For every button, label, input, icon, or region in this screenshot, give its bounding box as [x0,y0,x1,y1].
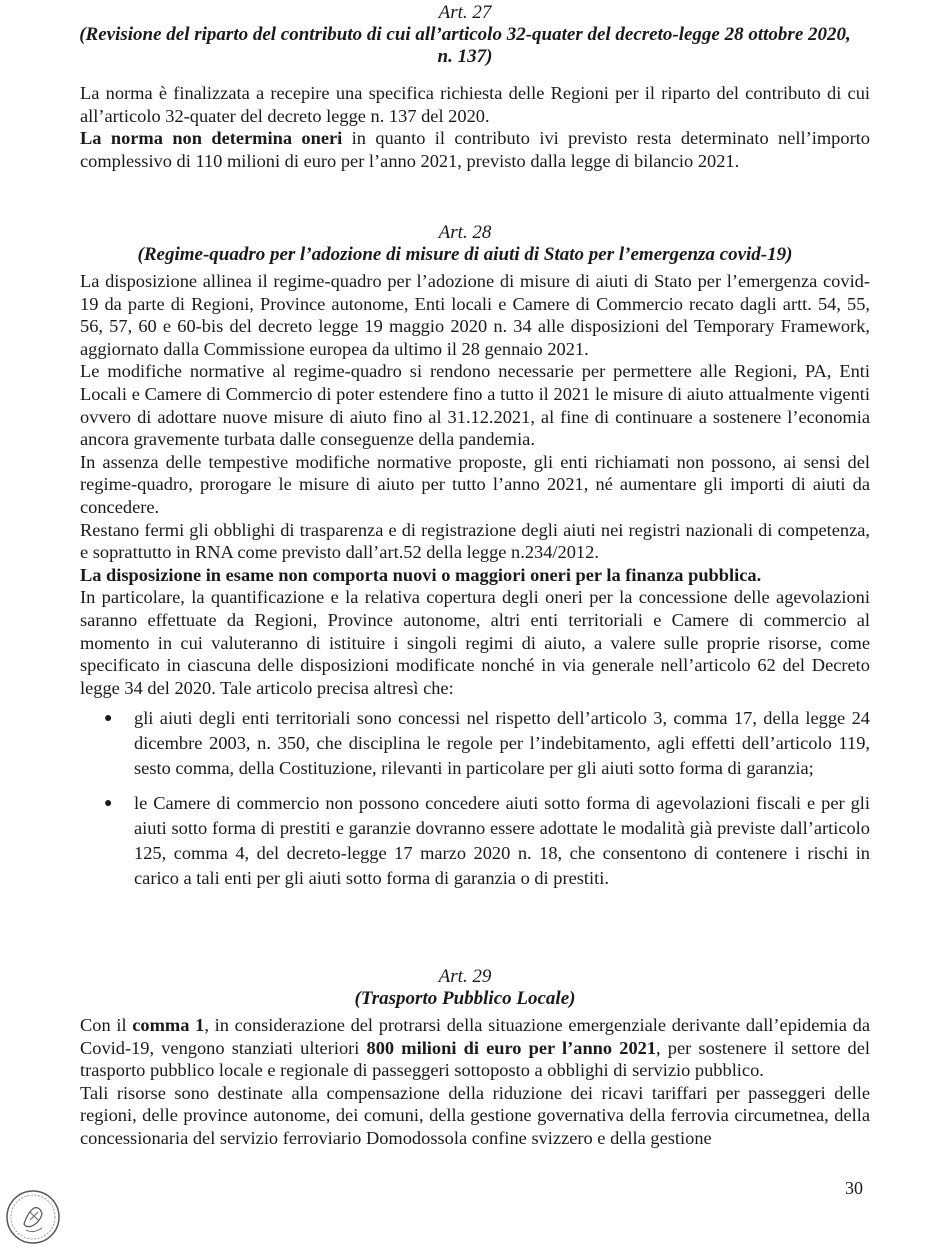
art-28-heading [60,222,870,266]
art-27-number: Art. 27 [438,2,492,23]
art-27-paragraph-1: La norma è finalizzata a recepire una specifica richiesta delle Regioni per il riparto del contributo di cui all’articolo 32-quater del decreto legge n. 137 del 2020. [80,83,870,126]
art-29-number: Art. 29 [438,966,492,987]
art-28-bullet-list [80,706,870,901]
art-29-paragraph-2: Tali risorse sono destinate alla compensazione della riduzione dei ricavi tariffari per passeggeri delle regioni, delle province autonome, dei comuni, della gestione governativa della ferrovia circumetnea, della concessionaria del servizio ferroviario Domodossola confine svizzero e della gestione [80,1082,870,1148]
emblem-icon [4,1188,62,1246]
art-27-title-line2: n. 137) [437,46,493,67]
art-27-bold-lead: La norma non determina oneri [80,128,343,149]
list-item: ● gli aiuti degli enti territoriali sono concessi nel rispetto dell’articolo 3, comma 17, della legge 24 dicembre 2003, n. 350, che disciplina le regole per l’indebitamento, agli effetti dell’articolo 119, sesto comma, della Costituzione, rilevanti in particolare per gli aiuti sotto forma di garanzia; [104,708,870,778]
art-28-paragraph-3: In assenza delle tempestive modifiche normative proposte, gli enti richiamati non possono, ai sensi del regime-quadro, prorogare le misure di aiuto per tutto l’anno 2021, né aumentare gli importi di aiuti da concedere. [80,451,870,517]
art-28-paragraph-5 [80,564,870,587]
art-28-body [80,270,870,699]
art-27-paragraph-2: La norma non determina oneri in quanto il contributo ivi previsto resta determinato nell’importo complessivo di 110 milioni di euro per l’anno 2021, previsto dalla legge di bilancio 2021. [80,128,870,171]
art-29-body [80,1014,870,1150]
art-27-title-line1: (Revisione del riparto del contributo di cui all’articolo 32-quater del decreto-legge 28 ottobre 2020, [79,24,851,45]
art-28-paragraph-4: Restano fermi gli obblighi di trasparenza e di registrazione degli aiuti nei registri nazionali di competenza, e soprattutto in RNA come previsto dall’art.52 della legge n.234/2012. [80,519,870,563]
art-28-number: Art. 28 [438,222,492,243]
art-28-title: (Regime-quadro per l’adozione di misure di aiuti di Stato per l’emergenza covid-19) [137,244,793,265]
art-28-paragraph-2: Le modifiche normative al regime-quadro si rendono necessarie per permettere alle Regioni, PA, Enti Locali e Camere di Commercio di poter estendere fino a tutto il 2021 le misure di aiuto attualmente vigenti ovvero di adottare nuove misure di aiuto fino al 31.12.2021, al fine di continuare a sostenere l’economia ancora gravemente turbata dalle conseguenze della pandemia. [80,361,870,450]
page-number: 30 [845,1178,863,1198]
art-29-title: (Trasporto Pubblico Locale) [354,988,576,1009]
list-item: ● le Camere di commercio non possono concedere aiuti sotto forma di agevolazioni fiscali e per gli aiuti sotto forma di prestiti e garanzie dovranno essere adottate le modalità già previste dall’articolo 125, comma 4, del decreto-legge 17 marzo 2020 n. 18, che consentono di contenere i rischi in carico a tali enti per gli aiuti sotto forma di garanzia o di prestiti. [104,793,870,888]
bullet-icon: ● [104,796,113,811]
art-29-paragraph-1: Con il comma 1, in considerazione del protrarsi della situazione emergenziale derivante dall’epidemia da Covid-19, vengono stanziati ulteriori 800 milioni di euro per l’anno 2021, per sostenere il settore del trasporto pubblico locale e regionale di passeggeri sottoposto a obblighi di servizio pubblico. [80,1015,870,1081]
bullet-icon: ● [104,711,113,726]
art-28-paragraph-1: La disposizione allinea il regime-quadro per l’adozione di misure di aiuti di Stato per l’emergenza covid-19 da parte di Regioni, Province autonome, Enti locali e Camere di Commercio recato dagli artt. 54, 55, 56, 57, 60 e 60-bis del decreto legge 19 maggio 2020 n. 34 alle disposizioni del Temporary Framework, aggiornato dalla Commissione europea da ultimo il 28 gennaio 2021. [80,271,870,359]
art-28-bold-statement: La disposizione in esame non comporta nuovi o maggiori oneri per la finanza pubblica. [80,564,762,585]
art-29-heading [60,966,870,1010]
art-27-heading [60,2,870,68]
art-28-paragraph-6: In particolare, la quantificazione e la relativa copertura degli oneri per la concessione delle agevolazioni saranno effettuate da Regioni, Province autonome, altri enti territoriali e Camere di commercio al momento in cui valuteranno di istituire i singoli regimi di aiuto, a valere sulle proprie risorse, come specificato in ciascuna delle disposizioni modificate nonché in via generale nell’articolo 62 del Decreto legge 34 del 2020. Tale articolo precisa altresì che: [80,587,870,698]
art-27-body [80,82,870,172]
